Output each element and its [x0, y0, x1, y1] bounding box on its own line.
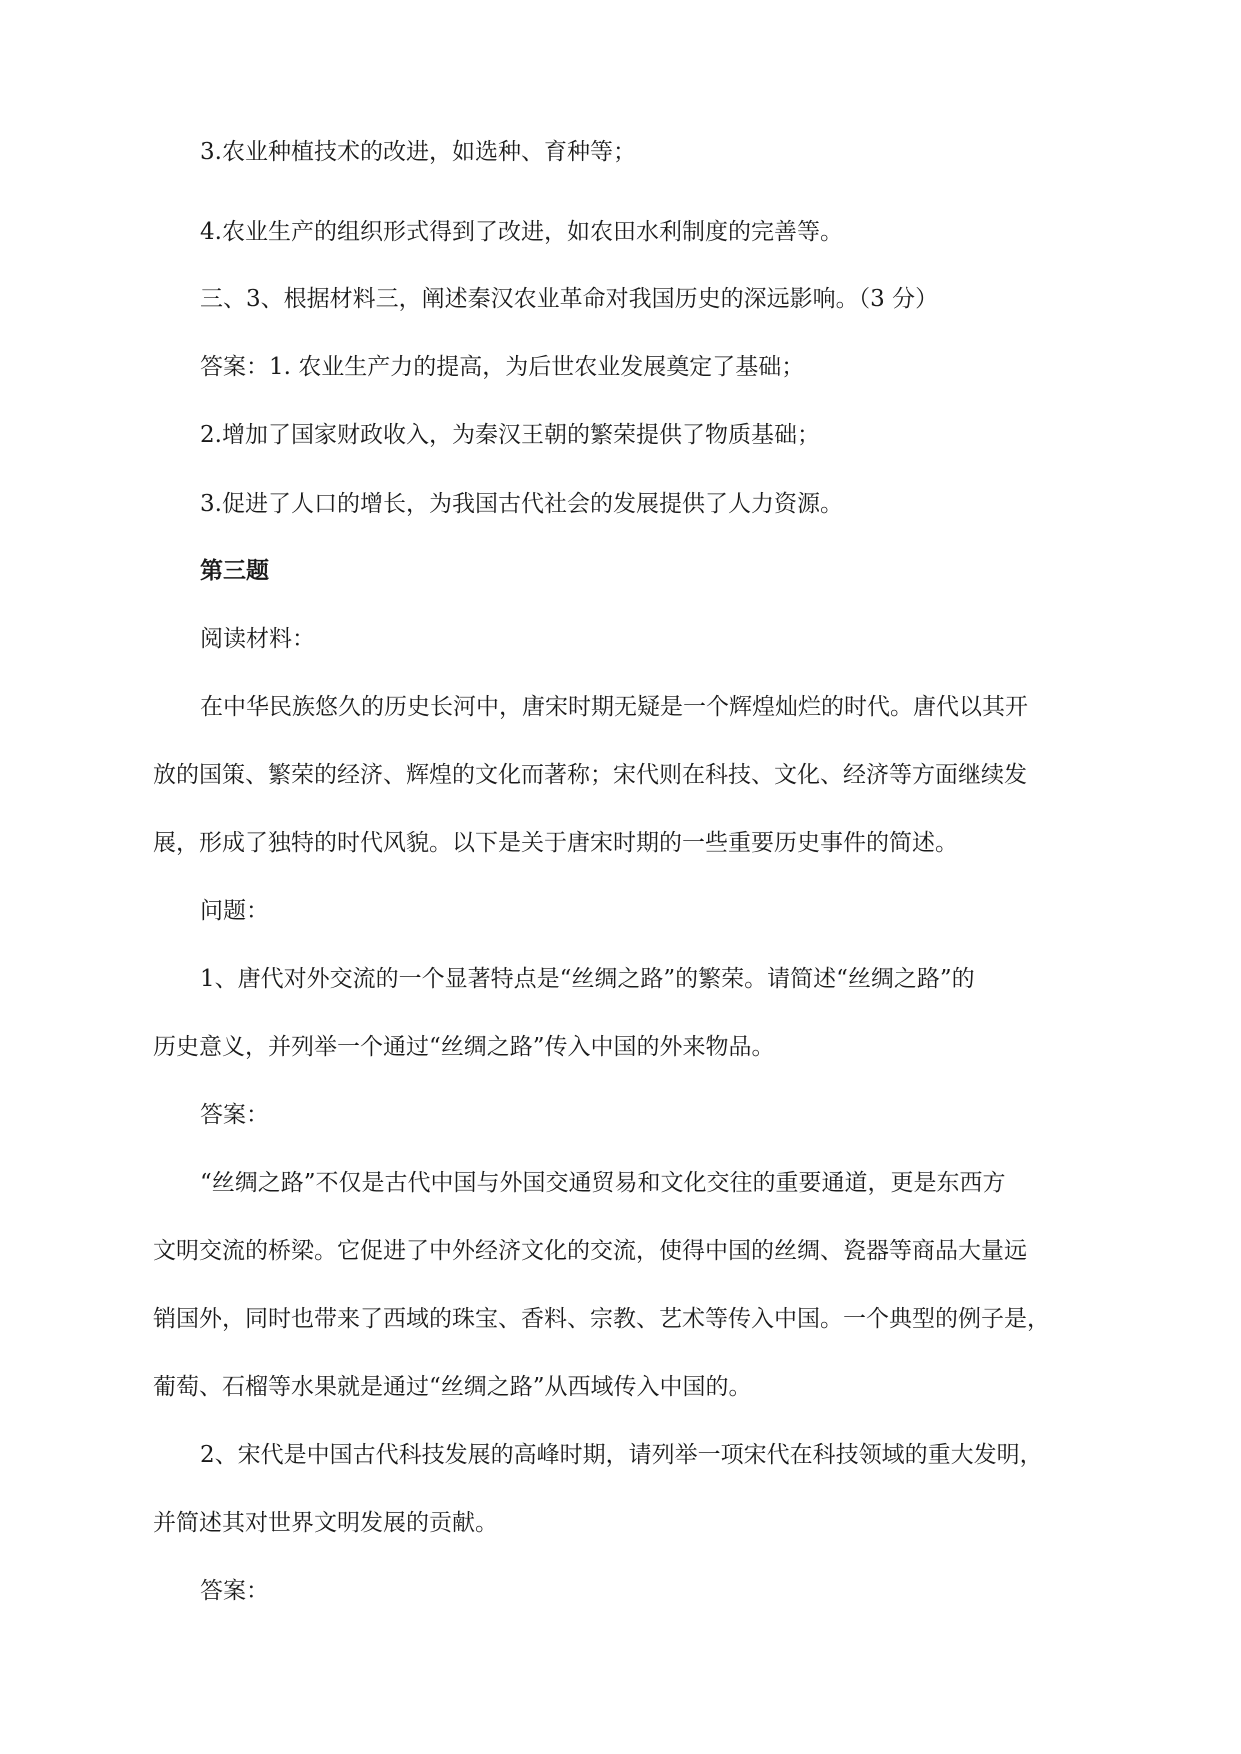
section-heading: 第三题 [200, 557, 269, 584]
paragraph-line: 文明交流的桥梁。它促进了中外经济文化的交流，使得中国的丝绸、瓷器等商品大量远 [153, 1238, 1027, 1264]
question-text: 历史意义，并列举一个通过“丝绸之路”传入中国的外来物品。 [153, 1034, 775, 1060]
question-text: 1、唐代对外交流的一个显著特点是“丝绸之路”的繁荣。请简述“丝绸之路”的 [200, 966, 975, 992]
question-text: 2、宋代是中国古代科技发展的高峰时期，请列举一项宋代在科技领域的重大发明， [200, 1442, 1043, 1468]
text-line: 问题： [200, 898, 269, 924]
question-text: 并简述其对世界文明发展的贡献。 [153, 1510, 498, 1536]
paragraph-line: 放的国策、繁荣的经济、辉煌的文化而著称；宋代则在科技、文化、经济等方面继续发 [153, 762, 1027, 788]
paragraph-line: “丝绸之路”不仅是古代中国与外国交通贸易和文化交往的重要通道，更是东西方 [200, 1170, 1006, 1196]
text-line: 3.促进了人口的增长，为我国古代社会的发展提供了人力资源。 [200, 491, 843, 517]
paragraph-line: 葡萄、石榴等水果就是通过“丝绸之路”从西域传入中国的。 [153, 1374, 752, 1400]
text-line: 阅读材料： [200, 626, 315, 652]
text-line: 3.农业种植技术的改进，如选种、育种等； [200, 139, 636, 165]
answer-label: 答案： [200, 1102, 269, 1128]
answer-label: 答案： [200, 1578, 269, 1604]
question-text: 三、3、根据材料三，阐述秦汉农业革命对我国历史的深远影响。（3 分） [200, 286, 939, 312]
paragraph-line: 展，形成了独特的时代风貌。以下是关于唐宋时期的一些重要历史事件的简述。 [153, 830, 958, 856]
text-line: 2.增加了国家财政收入，为秦汉王朝的繁荣提供了物质基础； [200, 422, 820, 448]
text-line: 4.农业生产的组织形式得到了改进，如农田水利制度的完善等。 [200, 219, 843, 245]
answer-line: 答案：1. 农业生产力的提高，为后世农业发展奠定了基础； [200, 354, 805, 380]
paragraph-line: 在中华民族悠久的历史长河中，唐宋时期无疑是一个辉煌灿烂的时代。唐代以其开 [200, 694, 1028, 720]
paragraph-line: 销国外，同时也带来了西域的珠宝、香料、宗教、艺术等传入中国。一个典型的例子是， [153, 1306, 1050, 1332]
